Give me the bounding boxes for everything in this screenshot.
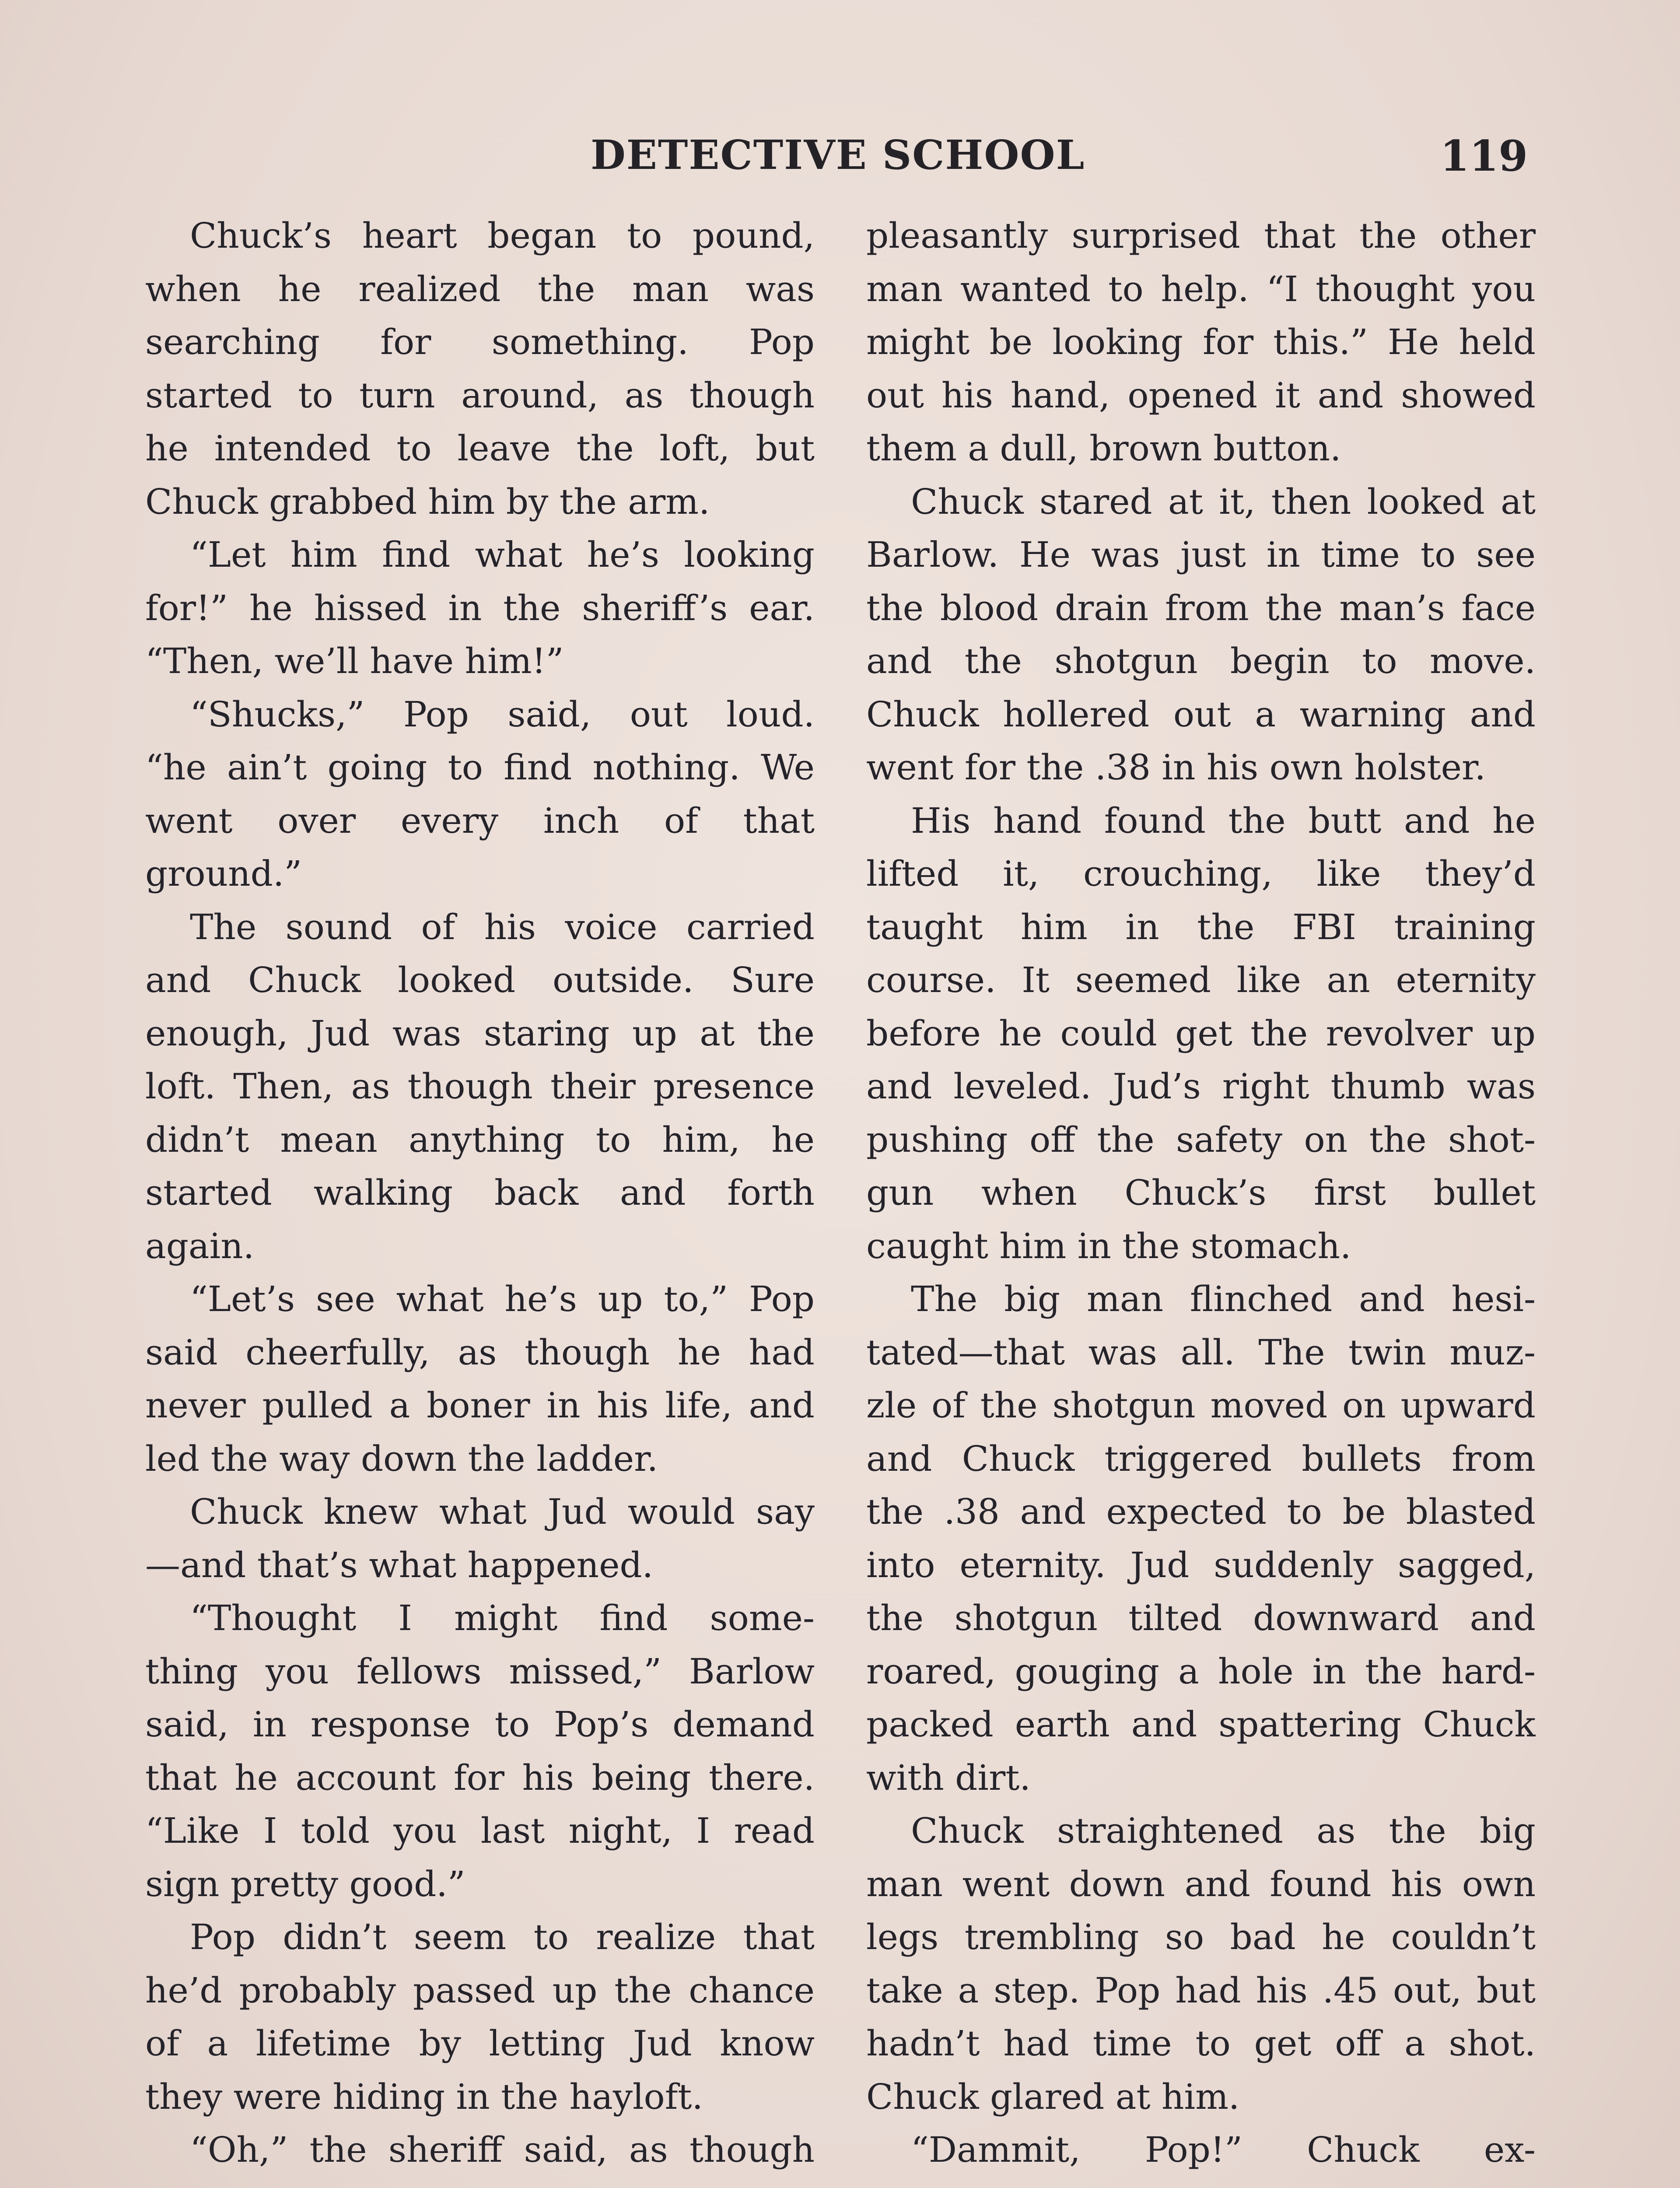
text-line: the blood drain from the man’s face (866, 587, 1536, 628)
text-line: again. (145, 1225, 255, 1266)
text-line: zle of the shotgun moved on upward (866, 1385, 1536, 1426)
text-line: “Oh,” the sheriff said, as though (190, 2129, 815, 2170)
text-line: His hand found the butt and he (911, 800, 1536, 841)
text-line: pushing off the safety on the shot- (866, 1119, 1536, 1160)
text-line: loft. Then, as though their presence (145, 1066, 815, 1107)
text-line: Pop didn’t seem to realize that (190, 1917, 815, 1957)
text-line: and Chuck looked outside. Sure (145, 960, 815, 1000)
text-line: started walking back and forth (145, 1172, 815, 1213)
text-line: started to turn around, as though (145, 375, 815, 416)
text-line: course. It seemed like an eternity (866, 960, 1536, 1000)
text-line: led the way down the ladder. (145, 1438, 658, 1479)
text-line: and Chuck triggered bullets from (866, 1438, 1536, 1479)
text-line: before he could get the revolver up (866, 1013, 1536, 1054)
text-line: into eternity. Jud suddenly sagged, (866, 1544, 1536, 1585)
text-line: said, in response to Pop’s demand (145, 1704, 815, 1745)
right-text-column (866, 209, 1536, 2177)
text-line: and leveled. Jud’s right thumb was (866, 1066, 1536, 1107)
text-line: taught him in the FBI training (866, 906, 1536, 947)
running-head-title: DETECTIVE SCHOOL (591, 131, 1085, 179)
text-line: “Then, we’ll have him!” (145, 641, 564, 681)
text-line: Chuck grabbed him by the arm. (145, 481, 710, 522)
text-line: packed earth and spattering Chuck (866, 1704, 1536, 1745)
text-line: “he ain’t going to find nothing. We (145, 747, 815, 788)
text-line: “Let’s see what he’s up to,” Pop (190, 1279, 815, 1319)
text-line: “Shucks,” Pop said, out loud. (190, 694, 815, 735)
text-line: Chuck’s heart began to pound, (190, 215, 815, 256)
text-line: they were hiding in the hayloft. (145, 2076, 703, 2117)
text-line: with dirt. (866, 1757, 1031, 1798)
text-line: the shotgun tilted downward and (866, 1598, 1536, 1638)
text-line: “Dammit, Pop!” Chuck ex- (911, 2129, 1536, 2170)
text-line: of a lifetime by letting Jud know (145, 2023, 815, 2064)
text-line: might be looking for this.” He held (866, 322, 1536, 362)
text-line: take a step. Pop had his .45 out, but (866, 1970, 1536, 2011)
text-line: “Let him find what he’s looking (190, 534, 815, 575)
text-line: sign pretty good.” (145, 1863, 466, 1904)
text-line: The sound of his voice carried (190, 906, 815, 947)
text-line: “Like I told you last night, I read (145, 1810, 815, 1851)
text-line: roared, gouging a hole in the hard- (866, 1651, 1536, 1692)
text-line: Chuck straightened as the big (911, 1810, 1536, 1851)
text-line: Barlow. He was just in time to see (866, 534, 1536, 575)
text-line: caught him in the stomach. (866, 1225, 1351, 1266)
text-line: never pulled a boner in his life, and (145, 1385, 815, 1426)
text-line: didn’t mean anything to him, he (145, 1119, 815, 1160)
text-line: the .38 and expected to be blasted (866, 1491, 1536, 1532)
text-line: —and that’s what happened. (145, 1544, 654, 1585)
text-line: thing you fellows missed,” Barlow (145, 1651, 815, 1692)
left-text-column (145, 209, 815, 2177)
text-line: ground.” (145, 853, 302, 894)
text-line: he intended to leave the loft, but (145, 428, 815, 469)
text-line: he’d probably passed up the chance (145, 1970, 815, 2011)
text-line: Chuck stared at it, then looked at (911, 481, 1536, 522)
text-line: man went down and found his own (866, 1863, 1536, 1904)
text-line: that he account for his being there. (145, 1757, 815, 1798)
text-line: man wanted to help. “I thought you (866, 268, 1536, 309)
text-line: them a dull, brown button. (866, 428, 1341, 469)
text-line: gun when Chuck’s first bullet (866, 1172, 1536, 1213)
text-line: legs trembling so bad he couldn’t (866, 1917, 1536, 1957)
text-line: when he realized the man was (145, 268, 815, 309)
text-line: went for the .38 in his own holster. (866, 747, 1486, 788)
text-line: searching for something. Pop (145, 322, 815, 362)
text-line: said cheerfully, as though he had (145, 1332, 815, 1373)
text-line: went over every inch of that (145, 800, 815, 841)
text-line: Chuck knew what Jud would say (190, 1491, 815, 1532)
text-line: tated—that was all. The twin muz- (866, 1332, 1536, 1373)
text-line: enough, Jud was staring up at the (145, 1013, 815, 1054)
page-number: 119 (1440, 131, 1528, 181)
text-line: hadn’t had time to get off a shot. (866, 2023, 1536, 2064)
text-line: out his hand, opened it and showed (866, 375, 1536, 416)
text-line: The big man flinched and hesi- (911, 1279, 1536, 1319)
text-line: and the shotgun begin to move. (866, 641, 1536, 681)
text-line: for!” he hissed in the sheriff’s ear. (145, 587, 815, 628)
text-line: pleasantly surprised that the other (866, 215, 1536, 256)
text-line: Chuck hollered out a warning and (866, 694, 1536, 735)
text-line: “Thought I might find some- (190, 1598, 815, 1638)
text-line: Chuck glared at him. (866, 2076, 1240, 2117)
text-line: lifted it, crouching, like they’d (866, 853, 1536, 894)
